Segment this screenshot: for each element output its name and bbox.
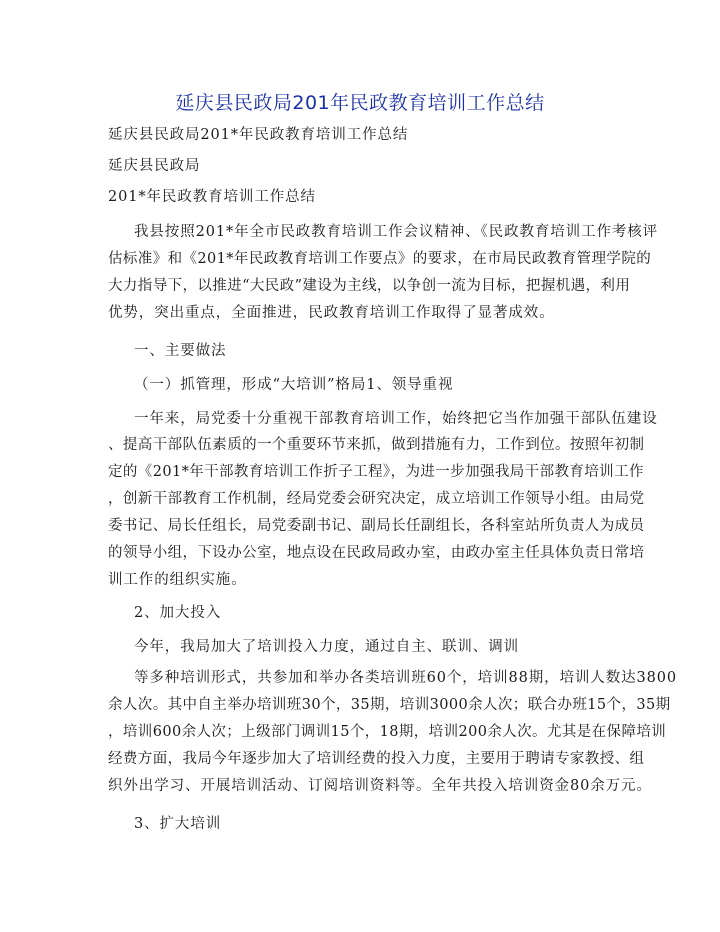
- paragraph-line: 训工作的组织实施。: [108, 572, 247, 588]
- paragraph-line: 优势，突出重点，全面推进，民政教育培训工作取得了显著成效。: [108, 305, 555, 321]
- paragraph-line: 大力指导下，以推进“大民政”建设为主线，以争创一流为目标，把握机遇，利用: [108, 278, 631, 294]
- paragraph-line: ，创新干部教育工作机制，经局党委会研究决定，成立培训工作领导小组。由局党: [108, 491, 645, 507]
- subsection-heading: （一）抓管理，形成“大培训”格局1、领导重视: [134, 377, 454, 393]
- paragraph-line: 余人次。其中自主举办培训班30个，35期，培训3000余人次；联合办班15个，35期: [108, 697, 671, 713]
- paragraph-line: 经费方面，我局今年逐步加大了培训经费的投入力度，主要用于聘请专家教授、组: [108, 751, 645, 767]
- paragraph-line: 一年来，局党委十分重视干部教育培训工作，始终把它当作加强干部队伍建设: [134, 411, 658, 427]
- paragraph-line: 等多种培训形式，共参加和举办各类培训班60个，培训88期，培训人数达3800: [134, 670, 677, 686]
- subtitle-line: 延庆县民政局201*年民政教育培训工作总结: [108, 127, 409, 143]
- paragraph-line: 今年，我局加大了培训投入力度，通过自主、联训、调训: [134, 639, 519, 655]
- document-title: 延庆县民政局201年民政教育培训工作总结: [175, 92, 545, 114]
- section-heading: 2、加大投入: [134, 605, 222, 621]
- paragraph-line: 我县按照201*年全市民政教育培训工作会议精神、《民政教育培训工作考核评: [134, 224, 659, 240]
- paragraph-line: 委书记、局长任组长，局党委副书记、副局长任副组长，各科室站所负责人为成员: [108, 518, 645, 534]
- paragraph-line: 的领导小组，下设办公室，地点设在民政局政办室，由政办室主任具体负责日常培: [108, 545, 645, 561]
- section-heading: 一、主要做法: [134, 343, 227, 359]
- author-line: 延庆县民政局: [108, 158, 201, 174]
- section-heading: 3、扩大培训: [134, 816, 222, 832]
- paragraph-line: ，培训600余人次；上级部门调训15个，18期，培训200余人次。尤其是在保障培训: [108, 724, 667, 740]
- paragraph-line: 、提高干部队伍素质的一个重要环节来抓，做到措施有力，工作到位。按照年初制: [108, 437, 645, 453]
- paragraph-line: 织外出学习、开展培训活动、订阅培训资料等。全年共投入培训资金80余万元。: [108, 778, 652, 794]
- paragraph-line: 估标准》和《201*年民政教育培训工作要点》的要求，在市局民政教育管理学院的: [108, 251, 652, 267]
- paragraph-line: 定的《201*年干部教育培训工作折子工程》，为进一步加强我局干部教育培训工作: [108, 464, 644, 480]
- heading-line: 201*年民政教育培训工作总结: [108, 189, 316, 205]
